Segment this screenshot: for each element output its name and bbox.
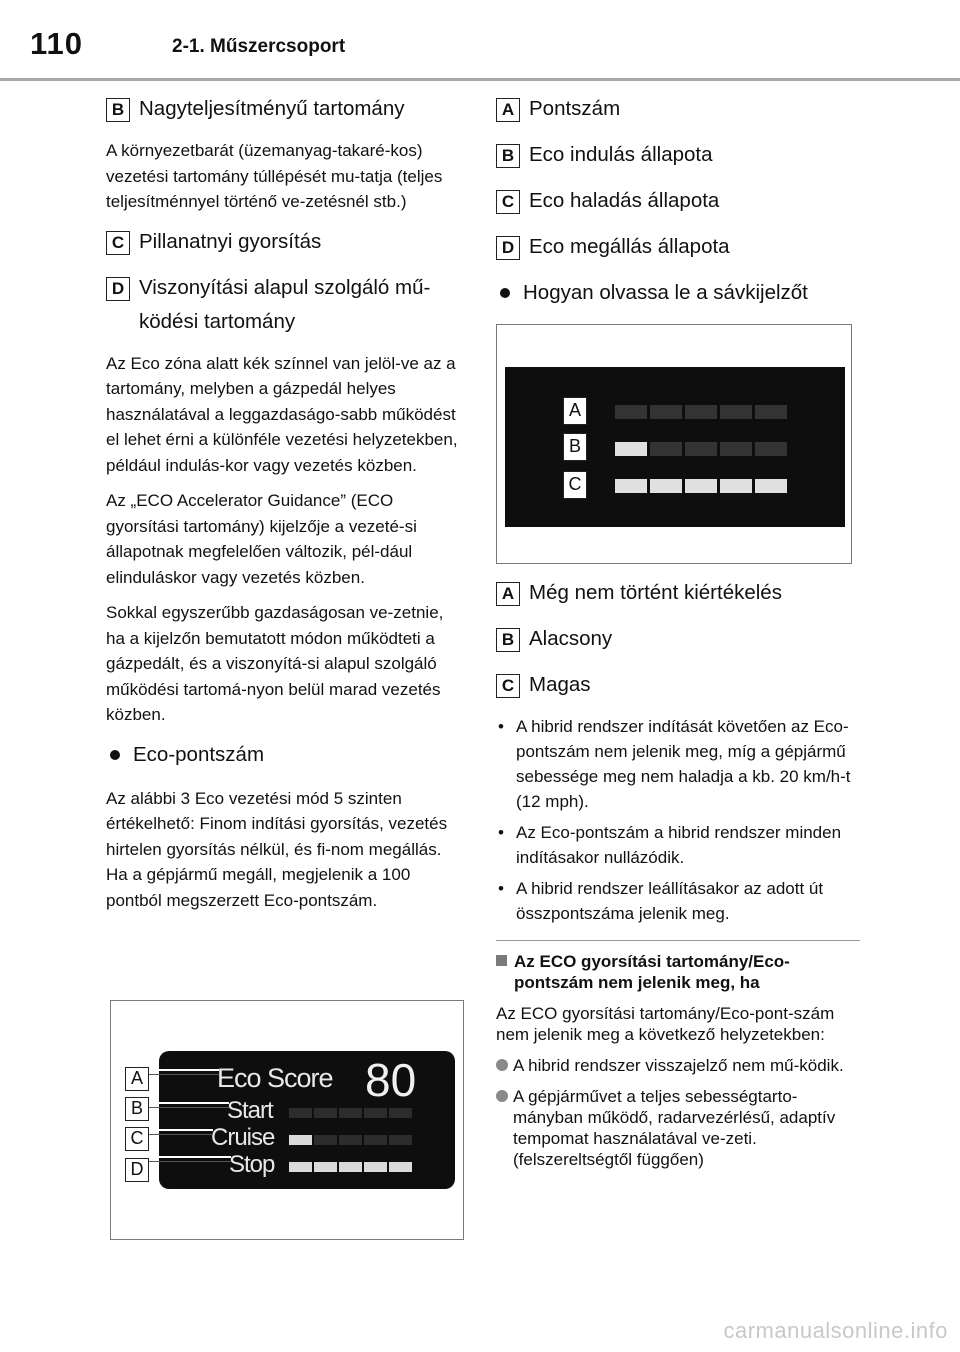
note-heading-text: Az ECO gyorsítási tartomány/Eco-pontszám nem jelenik meg, ha (514, 952, 790, 992)
level-segment (615, 405, 647, 419)
level-segment (339, 1135, 362, 1145)
note-heading (496, 951, 856, 993)
badge-a: A (496, 98, 520, 122)
level-segment (650, 479, 682, 493)
level-segment (339, 1162, 362, 1172)
level-segment (289, 1162, 312, 1172)
circle-list-item-text: A gépjárművet a teljes sebességtarto-mányban működő, radarvezérlésű, adaptív tempomat használatával ve-zeti. (felszereltségtől függően) (513, 1087, 836, 1169)
callout-leader-c (149, 1129, 213, 1135)
label-b-text: Eco indulás állapota (529, 143, 713, 166)
level-segment (389, 1135, 412, 1145)
badge-b: B (496, 144, 520, 168)
level-segment (314, 1108, 337, 1118)
level-segment (755, 405, 787, 419)
list-item (496, 876, 856, 926)
callout-c: C (563, 471, 587, 499)
list-item-text: Az Eco-pontszám a hibrid rendszer minden indításakor nullázódik. (516, 823, 842, 867)
callout-a: A (563, 397, 587, 425)
list-item-text: A hibrid rendszer leállításakor az adott út összpontszáma jelenik meg. (516, 879, 824, 923)
callout-b: B (125, 1097, 149, 1121)
bar-display-heading-text: Hogyan olvassa le a sávkijelzőt (523, 281, 808, 304)
level-segment (314, 1162, 337, 1172)
watermark: carmanualsonline.info (723, 1318, 948, 1343)
start-level-bar (289, 1108, 412, 1118)
start-label: Start (227, 1097, 273, 1124)
badge-c: C (496, 674, 520, 698)
eco-score-value: 80 (365, 1054, 417, 1106)
level-bar-b (615, 442, 787, 456)
level-segment (389, 1162, 412, 1172)
paragraph: A környezetbarát (üzemanyag-takaré-kos) vezetési tartomány túllépését mu-tatja (teljes teljesítménnyel történő ve-zetésnél stb.) (106, 141, 443, 211)
bar-display-screen (505, 367, 845, 527)
eco-score-title: Eco Score (217, 1063, 333, 1093)
label-c-text: Eco haladás állapota (529, 189, 720, 212)
circle-list-item-text: A hibrid rendszer visszajelző nem mű-ködik. (513, 1056, 844, 1075)
label-a-row (496, 92, 856, 126)
level-segment (289, 1108, 312, 1118)
left-column (106, 92, 464, 1179)
level-segment (755, 442, 787, 456)
level-segment (685, 479, 717, 493)
level-bar-a (615, 405, 787, 419)
callout-leader-a (149, 1069, 219, 1075)
level-segment (289, 1135, 312, 1145)
circle-bullet-icon (496, 1090, 508, 1102)
label-a-text: Pontszám (529, 97, 621, 120)
list-item-text: A hibrid rendszer indítását követően az Eco-pontszám nem jelenik meg, míg a gépjármű sebessége meg nem haladja a kb. 20 km/h-t (12 mph). (516, 717, 851, 811)
paragraph: Sokkal egyszerűbb gazdaságosan ve-zetnie, ha a kijelzőn bemutatott módon működteti a gázpedált, és a viszonyítá-si alapul szolgáló működési tartomá-nyon belül marad vezetés közben. (106, 603, 444, 724)
label-b-row (106, 92, 464, 126)
level-segment (389, 1108, 412, 1118)
level-a-row (496, 576, 856, 610)
cruise-level-bar (289, 1135, 412, 1145)
callout-leader-d (149, 1156, 231, 1162)
label-c-row (496, 184, 856, 218)
eco-score-heading-text: Eco-pontszám (133, 742, 265, 766)
label-d-text: Eco megállás állapota (529, 235, 730, 258)
level-segment (364, 1162, 387, 1172)
callout-d: D (125, 1158, 149, 1182)
bullet-dot-icon (110, 750, 120, 760)
cruise-label: Cruise (211, 1124, 275, 1151)
badge-b: B (106, 98, 130, 122)
badge-d: D (106, 277, 130, 301)
square-bullet-icon (496, 955, 507, 966)
level-b-row (496, 622, 856, 656)
section-divider (496, 940, 860, 941)
callout-c: C (125, 1127, 149, 1151)
level-segment (615, 479, 647, 493)
label-d-row (106, 271, 464, 339)
paragraph: Az Eco zóna alatt kék színnel van jelöl-ve az a tartomány, melyben a gázpedál helyes használatával a leggazdaságo-sabb működést el lehet érni a különféle vezetési helyzetekben, például indulás-kor vagy vezetés közben. (106, 353, 458, 475)
circle-list-item (496, 1086, 856, 1170)
label-b-text: Nagyteljesítményű tartomány (139, 97, 405, 120)
bullet-marker: • (498, 823, 504, 842)
callout-a: A (125, 1067, 149, 1091)
label-c-row (106, 225, 464, 259)
list-item (496, 714, 856, 814)
label-d-text: Viszonyítási alapul szolgáló mű-ködési tartomány (139, 275, 431, 333)
level-segment (364, 1108, 387, 1118)
bullet-marker: • (498, 879, 504, 898)
page-number: 110 (30, 26, 84, 61)
level-segment (685, 405, 717, 419)
circle-bullet-icon (496, 1059, 508, 1071)
right-column (496, 92, 856, 1180)
level-bar-c (615, 479, 787, 493)
level-segment (339, 1108, 362, 1118)
level-segment (314, 1135, 337, 1145)
circle-list-item (496, 1055, 856, 1076)
level-c-text: Magas (529, 673, 591, 696)
level-segment (615, 442, 647, 456)
notes-list (496, 714, 856, 926)
header-divider (0, 78, 960, 81)
badge-a: A (496, 582, 520, 606)
section-title: 2-1. Műszercsoport (172, 36, 346, 57)
callout-leader-b (149, 1102, 229, 1108)
level-segment (650, 405, 682, 419)
level-b-text: Alacsony (529, 627, 613, 650)
level-segment (650, 442, 682, 456)
paragraph: Az „ECO Accelerator Guidance” (ECO gyorsítási tartomány) kijelzője a vezeté-si állapotnak megfelelően változik, pél-dául elinduláskor vagy vezetés közben. (106, 491, 417, 587)
level-segment (364, 1135, 387, 1145)
level-segment (720, 405, 752, 419)
label-d-row (496, 230, 856, 264)
eco-score-heading (106, 738, 464, 772)
page-header (0, 0, 960, 80)
level-c-row (496, 668, 856, 702)
stop-label: Stop (229, 1151, 275, 1178)
note-paragraph: Az ECO gyorsítási tartomány/Eco-pont-szám nem jelenik meg a következő helyzetekben: (496, 1004, 835, 1044)
label-b-row (496, 138, 856, 172)
level-segment (720, 479, 752, 493)
level-a-text: Még nem történt kiértékelés (529, 581, 782, 604)
callout-b: B (563, 433, 587, 461)
bullet-dot-icon (500, 288, 510, 298)
paragraph: Az alábbi 3 Eco vezetési mód 5 szinten értékelhető: Finom indítási gyorsítás, vezetés hirtelen gyorsítás nélkül, és fi-nom megállás. Ha a gépjármű megáll, megjelenik a 100 pontból megszerzett Eco-pontszám. (106, 788, 448, 910)
level-segment (720, 442, 752, 456)
level-segment (755, 479, 787, 493)
stop-level-bar (289, 1162, 412, 1172)
badge-c: C (496, 190, 520, 214)
label-c-text: Pillanatnyi gyorsítás (139, 229, 322, 253)
badge-b: B (496, 628, 520, 652)
bar-display-figure (496, 324, 852, 564)
list-item (496, 820, 856, 870)
bar-display-heading (496, 276, 856, 310)
bullet-marker: • (498, 717, 504, 736)
badge-c: C (106, 231, 130, 255)
eco-score-figure (110, 1000, 464, 1240)
level-segment (685, 442, 717, 456)
badge-d: D (496, 236, 520, 260)
